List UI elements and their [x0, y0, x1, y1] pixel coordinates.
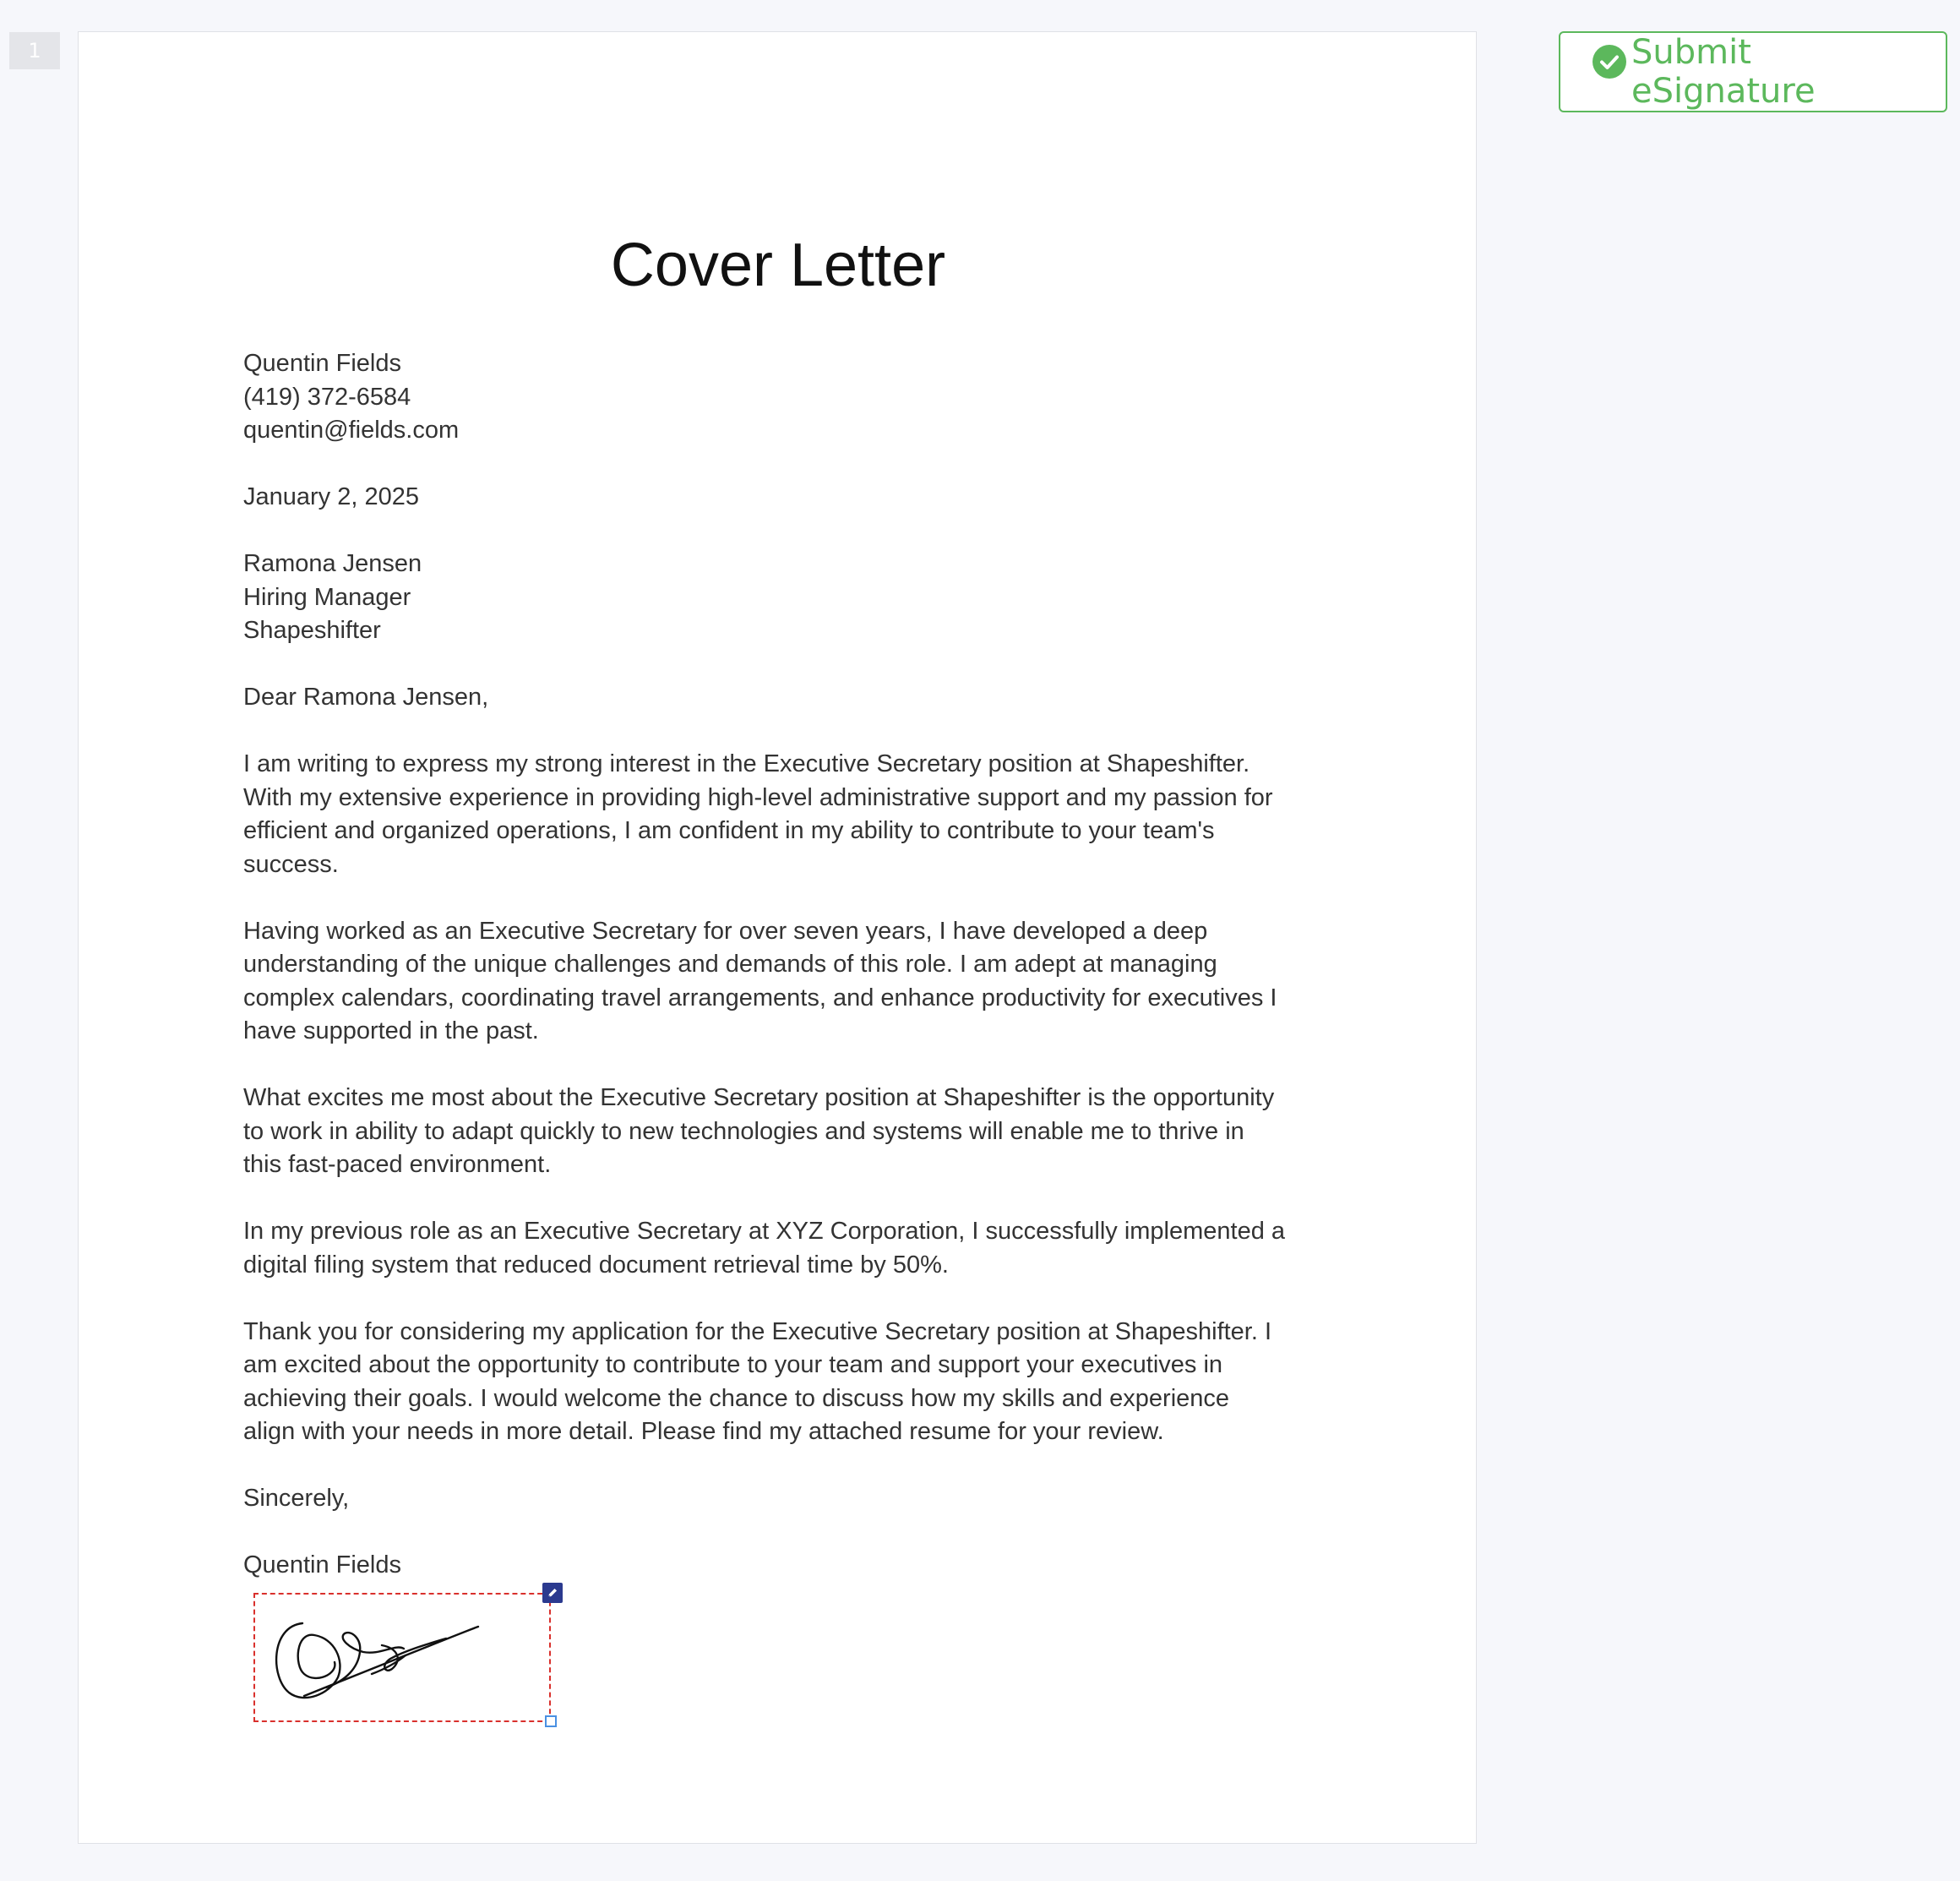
- resize-handle-icon[interactable]: [545, 1715, 557, 1727]
- page-number-indicator[interactable]: 1: [9, 32, 60, 69]
- sender-phone: (419) 372-6584: [243, 383, 411, 411]
- sender-email: quentin@fields.com: [243, 417, 460, 444]
- check-circle-icon: [1592, 45, 1626, 79]
- paragraph-1: I am writing to express my strong interest in the Executive Secretary position at Shapeshifter. With my extensive experience in providing high-level administrative support and my passion for efficient and organized operations, I am confident in my ability to contribute to your team's success.: [243, 750, 1273, 878]
- submit-esignature-button[interactable]: [1559, 31, 1947, 112]
- recipient-title: Hiring Manager: [243, 583, 411, 611]
- closing: Sincerely,: [243, 1485, 350, 1512]
- pen-icon: [546, 1586, 559, 1600]
- salutation: Dear Ramona Jensen,: [243, 684, 489, 711]
- document-title: Cover Letter: [610, 232, 946, 299]
- document-page: [78, 31, 1477, 1844]
- paragraph-4: In my previous role as an Executive Secretary at XYZ Corporation, I successfully implemented a digital filing system that reduced document retrieval time by 50%.: [243, 1218, 1286, 1279]
- signature-edit-button[interactable]: [542, 1583, 563, 1603]
- letter-date: January 2, 2025: [243, 483, 419, 510]
- recipient-name: Ramona Jensen: [243, 550, 422, 577]
- signature-drawing: [253, 1593, 551, 1722]
- submit-button-label: Submit eSignature: [1631, 33, 1816, 111]
- paragraph-5: Thank you for considering my application for the Executive Secretary position at Shapeshifter. I am excited about the opportunity to contribute to your team and support your executives in achieving their goals. I would welcome the chance to discuss how my skills and experience align with your needs in more detail. Please find my attached resume for your review.: [243, 1317, 1272, 1445]
- letter-body: [243, 347, 1333, 1583]
- recipient-company: Shapeshifter: [243, 617, 381, 644]
- paragraph-3: What excites me most about the Executive Secretary position at Shapeshifter is the opportunity to work in ability to adapt quickly to new technologies and systems will enable me to thrive in this fast-paced environment.: [243, 1084, 1275, 1178]
- signer-name: Quentin Fields: [243, 1551, 401, 1578]
- paragraph-2: Having worked as an Executive Secretary for over seven years, I have developed a deep understanding of the unique challenges and demands of this role. I am adept at managing complex calendars, coordinating travel arrangements, and enhance productivity for executives I have supported in the past.: [243, 917, 1277, 1044]
- sender-name: Quentin Fields: [243, 350, 401, 377]
